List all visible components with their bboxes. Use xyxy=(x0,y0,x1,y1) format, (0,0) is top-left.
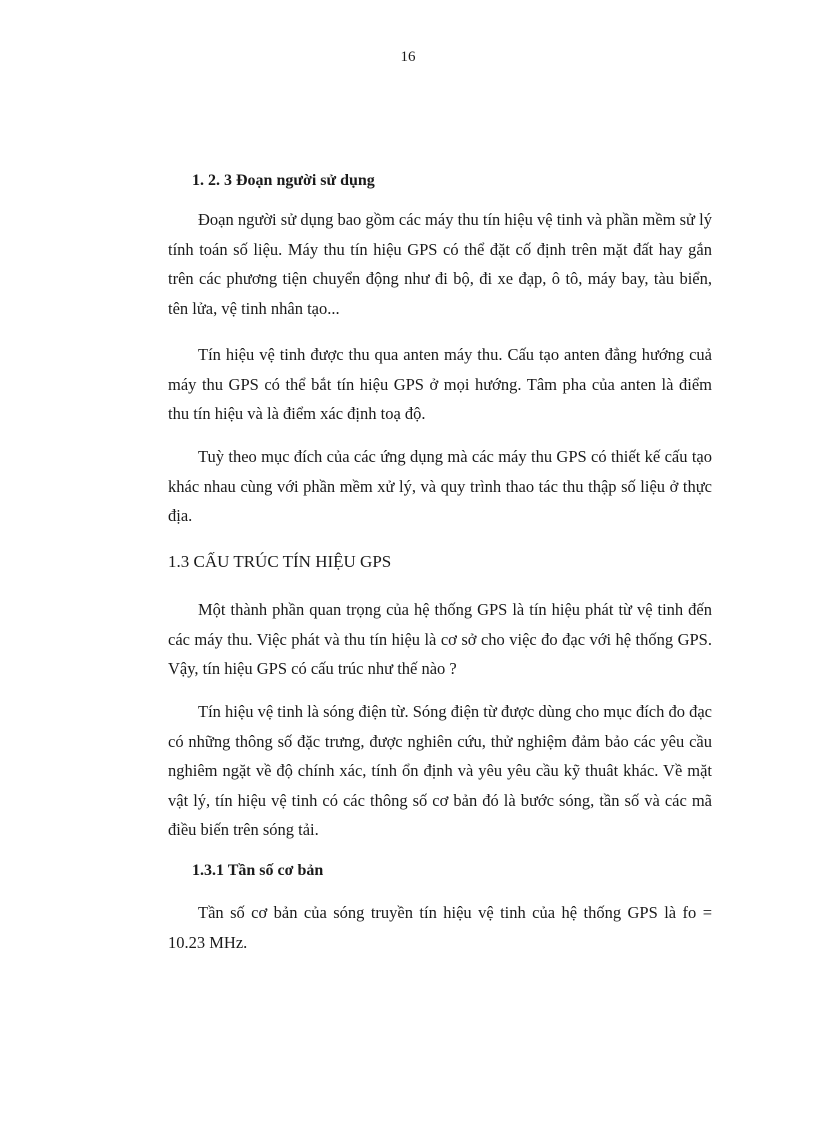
paragraph-user-segment-1: Đoạn người sử dụng bao gồm các máy thu tín hiệu vệ tinh và phần mềm sử lý tính toán số liệu. Máy thu tín hiệu GPS có thể đặt cố định trên mặt đất hay gắn trên các phương tiện chuyển động như đi bộ, đi xe đạp, ô tô, máy bay, tàu biển, tên lửa, vệ tinh nhân tạo... xyxy=(168,210,712,318)
paragraph-user-segment-2: Tín hiệu vệ tinh được thu qua anten máy thu. Cấu tạo anten đẳng hướng cuả máy thu GPS có thể bắt tín hiệu GPS ở mọi hướng. Tâm pha của anten là điểm thu tín hiệu và là điểm xác định toạ độ. xyxy=(168,345,712,423)
heading-1-2-3: 1. 2. 3 Đoạn người sử dụng xyxy=(192,172,375,189)
paragraph-signal-structure-1: Một thành phần quan trọng của hệ thống GPS là tín hiệu phát từ vệ tinh đến các máy thu. Việc phát và thu tín hiệu là cơ sở cho việc đo đạc với hệ thống GPS. Vậy, tín hiệu GPS có cấu trúc như thế nào ? xyxy=(168,600,712,678)
paragraph-base-frequency: Tần số cơ bản của sóng truyền tín hiệu vệ tinh của hệ thống GPS là fo = 10.23 MHz. xyxy=(168,903,712,952)
paragraph-user-segment-3: Tuỳ theo mục đích của các ứng dụng mà các máy thu GPS có thiết kế cấu tạo khác nhau cùng với phần mềm xử lý, và quy trình thao tác thu thập số liệu ở thực địa. xyxy=(168,447,712,525)
paragraph-signal-structure-2: Tín hiệu vệ tinh là sóng điện từ. Sóng điện từ được dùng cho mục đích đo đạc có những thông số đặc trưng, được nghiên cứu, thử nghiệm đảm bảo các yêu cầu nghiêm ngặt về độ chính xác, tính ổn định và yêu yêu cầu kỹ thuât khác. Về mặt vật lý, tín hiệu vệ tinh có các thông số cơ bản đó là bước sóng, tần số và các mã điều biến trên sóng tải. xyxy=(168,702,712,839)
heading-1-3-1: 1.3.1 Tần số cơ bản xyxy=(192,862,324,879)
heading-1-3: 1.3 CẤU TRÚC TÍN HIỆU GPS xyxy=(168,552,392,571)
page-number: 16 xyxy=(400,49,416,65)
